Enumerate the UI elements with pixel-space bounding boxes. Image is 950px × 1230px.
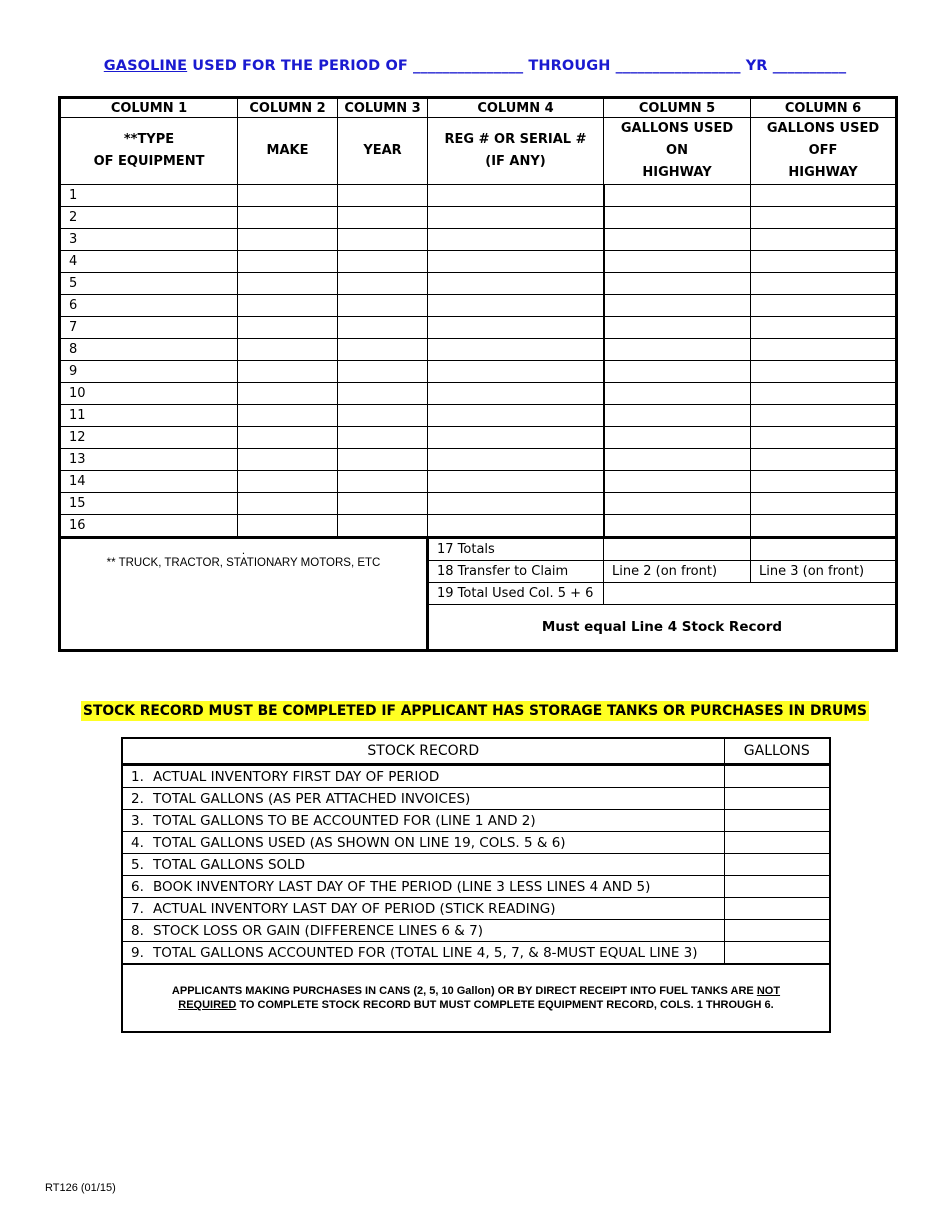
stock-record-label: [122, 810, 724, 832]
equipment-row: [60, 383, 897, 405]
equipment-cell-col2[interactable]: [238, 449, 338, 471]
stock-record-label: [122, 765, 724, 788]
line19-total-field[interactable]: [604, 583, 897, 605]
column-header-row: [60, 118, 897, 185]
note-dot: .: [241, 545, 246, 557]
column-number-row: [60, 98, 897, 118]
line19-label: 19 Total Used Col. 5 + 6: [428, 583, 604, 605]
stock-record-row: [122, 788, 830, 810]
stock-record-number: 7.: [131, 900, 144, 917]
column-header-line: GALLONS USED: [766, 121, 880, 136]
equipment-row-number[interactable]: 8: [60, 339, 238, 361]
column-header-6: [751, 118, 897, 185]
equipment-row: [60, 427, 897, 449]
form-id: RT126 (01/15): [45, 1182, 116, 1194]
equipment-row: [60, 471, 897, 493]
equipment-cell-col2[interactable]: [238, 383, 338, 405]
gallons-field[interactable]: [724, 765, 830, 788]
equipment-cell-col5[interactable]: [604, 471, 751, 493]
gallons-field[interactable]: [724, 920, 830, 942]
line18-col5: Line 2 (on front): [604, 561, 751, 583]
equipment-cell-col5[interactable]: [604, 405, 751, 427]
column-header-line: YEAR: [363, 143, 402, 158]
equipment-cell-col6[interactable]: [751, 449, 897, 471]
equipment-cell-col4[interactable]: [428, 273, 604, 295]
footer-not-required: NOT REQUIRED: [178, 985, 781, 1011]
column-header-line: OF EQUIPMENT: [93, 154, 205, 169]
column-header-line: HIGHWAY: [788, 165, 858, 180]
column-header-1: [60, 118, 238, 185]
equipment-cell-col2[interactable]: [238, 515, 338, 538]
line17-col5-field[interactable]: [604, 538, 751, 561]
equipment-cell-col2[interactable]: [238, 295, 338, 317]
equipment-row-number[interactable]: 7: [60, 317, 238, 339]
stock-record-number: 2.: [131, 790, 144, 807]
stock-record-number: 1.: [131, 768, 144, 785]
stock-record-text: TOTAL GALLONS (AS PER ATTACHED INVOICES): [153, 790, 471, 807]
equipment-row-number[interactable]: 5: [60, 273, 238, 295]
equipment-row: [60, 229, 897, 251]
equipment-cell-col4[interactable]: [428, 515, 604, 538]
banner-text: STOCK RECORD MUST BE COMPLETED IF APPLICANT HAS STORAGE TANKS OR PURCHASES IN DRUMS: [83, 703, 867, 719]
equipment-cell-col6[interactable]: [751, 361, 897, 383]
equipment-note-cell: [60, 538, 428, 651]
gallons-field[interactable]: [724, 832, 830, 854]
equipment-cell-col2[interactable]: [238, 229, 338, 251]
stock-record-label: [122, 942, 724, 965]
equipment-row: [60, 405, 897, 427]
equipment-note: ** TRUCK, TRACTOR, STATIONARY MOTORS, ETC: [106, 557, 381, 569]
equipment-row: [60, 361, 897, 383]
equipment-cell-col5[interactable]: [604, 273, 751, 295]
equipment-cell-col4[interactable]: [428, 295, 604, 317]
stock-record-label: [122, 854, 724, 876]
stock-record-table: [121, 737, 831, 1033]
equipment-row-number[interactable]: 2: [60, 207, 238, 229]
stock-record-number: 4.: [131, 834, 144, 851]
equipment-cell-col6[interactable]: [751, 295, 897, 317]
equipment-row-number[interactable]: 4: [60, 251, 238, 273]
column-header-2: [238, 118, 338, 185]
equipment-cell-col2[interactable]: [238, 317, 338, 339]
equipment-row-number[interactable]: 10: [60, 383, 238, 405]
gallons-field[interactable]: [724, 788, 830, 810]
footer-text-1: APPLICANTS MAKING PURCHASES IN CANS (2, 5, 10 Gallon) OR BY DIRECT RECEIPT INTO FUEL TANKS ARE: [171, 985, 757, 997]
equipment-cell-col3[interactable]: [338, 427, 428, 449]
equipment-cell-col6[interactable]: [751, 251, 897, 273]
equipment-cell-col3[interactable]: [338, 273, 428, 295]
stock-record-number: 5.: [131, 856, 144, 873]
equipment-cell-col4[interactable]: [428, 449, 604, 471]
equipment-cell-col6[interactable]: [751, 317, 897, 339]
equipment-cell-col3[interactable]: [338, 229, 428, 251]
line18-label: 18 Transfer to Claim: [428, 561, 604, 583]
gallons-field[interactable]: [724, 810, 830, 832]
equipment-cell-col2[interactable]: [238, 493, 338, 515]
equipment-cell-col5[interactable]: [604, 383, 751, 405]
equipment-cell-col3[interactable]: [338, 295, 428, 317]
period-header: [0, 58, 950, 74]
stock-record-number: 3.: [131, 812, 144, 829]
equipment-row-number[interactable]: 9: [60, 361, 238, 383]
stock-record-row: [122, 810, 830, 832]
equipment-cell-col2[interactable]: [238, 427, 338, 449]
equipment-cell-col4[interactable]: [428, 361, 604, 383]
stock-record-label: [122, 898, 724, 920]
equipment-cell-col4[interactable]: [428, 229, 604, 251]
equipment-cell-col5[interactable]: [604, 427, 751, 449]
equipment-cell-col4[interactable]: [428, 471, 604, 493]
stock-record-number: 9.: [131, 944, 144, 961]
column-number-4: COLUMN 4: [428, 98, 604, 118]
equipment-row-number[interactable]: 15: [60, 493, 238, 515]
column-header-line: MAKE: [266, 143, 309, 158]
stock-record-banner: [0, 700, 950, 719]
equipment-cell-col2[interactable]: [238, 405, 338, 427]
equipment-row: [60, 493, 897, 515]
footer-text-2: TO COMPLETE STOCK RECORD BUT MUST COMPLETE EQUIPMENT RECORD, COLS. 1 THROUGH 6.: [236, 999, 774, 1011]
column-header-5: [604, 118, 751, 185]
stock-record-title: STOCK RECORD: [122, 738, 724, 765]
column-header-line: GALLONS USED: [620, 121, 734, 136]
equipment-cell-col6[interactable]: [751, 273, 897, 295]
column-number-1: COLUMN 1: [60, 98, 238, 118]
equipment-cell-col6[interactable]: [751, 515, 897, 538]
equipment-row-number[interactable]: 12: [60, 427, 238, 449]
stock-record-text: ACTUAL INVENTORY LAST DAY OF PERIOD (STICK READING): [153, 900, 556, 917]
column-number-5: COLUMN 5: [604, 98, 751, 118]
stock-record-number: 6.: [131, 878, 144, 895]
gallons-field[interactable]: [724, 898, 830, 920]
equipment-cell-col5[interactable]: [604, 317, 751, 339]
period-text: USED FOR THE PERIOD OF _______________ THROUGH _________________ YR __________: [187, 58, 847, 74]
stock-record-row: [122, 832, 830, 854]
column-header-3: [338, 118, 428, 185]
equipment-cell-col4[interactable]: [428, 251, 604, 273]
stock-record-number: 8.: [131, 922, 144, 939]
column-number-6: COLUMN 6: [751, 98, 897, 118]
stock-record-text: BOOK INVENTORY LAST DAY OF THE PERIOD (LINE 3 LESS LINES 4 AND 5): [153, 878, 651, 895]
equipment-cell-col3[interactable]: [338, 405, 428, 427]
equipment-cell-col3[interactable]: [338, 493, 428, 515]
equipment-row: [60, 251, 897, 273]
stock-record-row: [122, 898, 830, 920]
equipment-row-number[interactable]: 14: [60, 471, 238, 493]
equipment-cell-col6[interactable]: [751, 471, 897, 493]
equipment-cell-col4[interactable]: [428, 339, 604, 361]
line18-col6: Line 3 (on front): [751, 561, 897, 583]
equipment-cell-col5[interactable]: [604, 339, 751, 361]
stock-record-row: [122, 765, 830, 788]
equipment-cell-col3[interactable]: [338, 449, 428, 471]
stock-record-row: [122, 920, 830, 942]
equipment-cell-col5[interactable]: [604, 185, 751, 207]
equipment-cell-col5[interactable]: [604, 207, 751, 229]
equipment-cell-col5[interactable]: [604, 515, 751, 538]
stock-record-row: [122, 942, 830, 965]
equipment-cell-col3[interactable]: [338, 207, 428, 229]
column-header-line: (IF ANY): [485, 154, 546, 169]
stock-record-text: TOTAL GALLONS USED (AS SHOWN ON LINE 19, COLS. 5 & 6): [153, 834, 566, 851]
gallons-field[interactable]: [724, 854, 830, 876]
gallons-field[interactable]: [724, 942, 830, 965]
equipment-cell-col3[interactable]: [338, 515, 428, 538]
equipment-row-number[interactable]: 1: [60, 185, 238, 207]
equipment-table: [58, 96, 898, 652]
equipment-cell-col6[interactable]: [751, 185, 897, 207]
stock-footer-note: [122, 964, 830, 1032]
equipment-row-number[interactable]: 16: [60, 515, 238, 538]
gallons-header: GALLONS: [724, 738, 830, 765]
equipment-row: [60, 515, 897, 538]
equipment-row: [60, 339, 897, 361]
line17-label: 17 Totals: [428, 538, 604, 561]
equipment-cell-col6[interactable]: [751, 493, 897, 515]
equipment-cell-col3[interactable]: [338, 361, 428, 383]
gasoline-link[interactable]: GASOLINE: [103, 58, 188, 74]
equipment-cell-col5[interactable]: [604, 295, 751, 317]
equipment-cell-col6[interactable]: [751, 405, 897, 427]
equipment-cell-col2[interactable]: [238, 339, 338, 361]
stock-record-text: ACTUAL INVENTORY FIRST DAY OF PERIOD: [153, 768, 440, 785]
equipment-cell-col3[interactable]: [338, 471, 428, 493]
equipment-cell-col4[interactable]: [428, 185, 604, 207]
equipment-row-number[interactable]: 6: [60, 295, 238, 317]
must-equal-note: Must equal Line 4 Stock Record: [428, 605, 897, 651]
equipment-cell-col3[interactable]: [338, 339, 428, 361]
equipment-row: [60, 185, 897, 207]
equipment-cell-col5[interactable]: [604, 361, 751, 383]
stock-record-label: [122, 920, 724, 942]
stock-record-text: TOTAL GALLONS SOLD: [153, 856, 306, 873]
equipment-row-number[interactable]: 3: [60, 229, 238, 251]
equipment-cell-col2[interactable]: [238, 273, 338, 295]
equipment-cell-col6[interactable]: [751, 207, 897, 229]
column-header-line: **TYPE: [123, 132, 175, 147]
stock-record-row: [122, 876, 830, 898]
equipment-row: [60, 207, 897, 229]
equipment-cell-col2[interactable]: [238, 251, 338, 273]
equipment-cell-col5[interactable]: [604, 229, 751, 251]
equipment-row: [60, 295, 897, 317]
stock-record-label: [122, 832, 724, 854]
equipment-cell-col5[interactable]: [604, 251, 751, 273]
equipment-cell-col2[interactable]: [238, 207, 338, 229]
equipment-cell-col6[interactable]: [751, 383, 897, 405]
stock-record-text: TOTAL GALLONS ACCOUNTED FOR (TOTAL LINE 4, 5, 7, & 8-MUST EQUAL LINE 3): [153, 944, 698, 961]
equipment-row-number[interactable]: 13: [60, 449, 238, 471]
stock-record-label: [122, 876, 724, 898]
equipment-cell-col4[interactable]: [428, 427, 604, 449]
equipment-cell-col3[interactable]: [338, 317, 428, 339]
column-number-3: COLUMN 3: [338, 98, 428, 118]
equipment-cell-col5[interactable]: [604, 493, 751, 515]
equipment-cell-col4[interactable]: [428, 317, 604, 339]
equipment-cell-col2[interactable]: [238, 471, 338, 493]
column-number-2: COLUMN 2: [238, 98, 338, 118]
equipment-cell-col6[interactable]: [751, 339, 897, 361]
line17-col6-field[interactable]: [751, 538, 897, 561]
equipment-cell-col4[interactable]: [428, 493, 604, 515]
equipment-cell-col3[interactable]: [338, 251, 428, 273]
column-header-line: OFF: [808, 143, 838, 158]
column-header-4: [428, 118, 604, 185]
column-header-line: ON: [666, 143, 688, 158]
stock-record-label: [122, 788, 724, 810]
equipment-cell-col2[interactable]: [238, 361, 338, 383]
equipment-cell-col3[interactable]: [338, 185, 428, 207]
equipment-cell-col4[interactable]: [428, 207, 604, 229]
equipment-cell-col2[interactable]: [238, 185, 338, 207]
equipment-cell-col3[interactable]: [338, 383, 428, 405]
equipment-row: [60, 273, 897, 295]
equipment-row-number[interactable]: 11: [60, 405, 238, 427]
column-header-line: HIGHWAY: [642, 165, 712, 180]
gallons-field[interactable]: [724, 876, 830, 898]
equipment-cell-col4[interactable]: [428, 405, 604, 427]
stock-record-row: [122, 854, 830, 876]
stock-record-text: STOCK LOSS OR GAIN (DIFFERENCE LINES 6 & 7): [153, 922, 483, 939]
equipment-cell-col4[interactable]: [428, 383, 604, 405]
stock-record-text: TOTAL GALLONS TO BE ACCOUNTED FOR (LINE 1 AND 2): [153, 812, 536, 829]
equipment-cell-col5[interactable]: [604, 449, 751, 471]
equipment-row: [60, 449, 897, 471]
equipment-row: [60, 317, 897, 339]
column-header-line: REG # OR SERIAL #: [444, 132, 587, 147]
equipment-cell-col6[interactable]: [751, 427, 897, 449]
equipment-cell-col6[interactable]: [751, 229, 897, 251]
